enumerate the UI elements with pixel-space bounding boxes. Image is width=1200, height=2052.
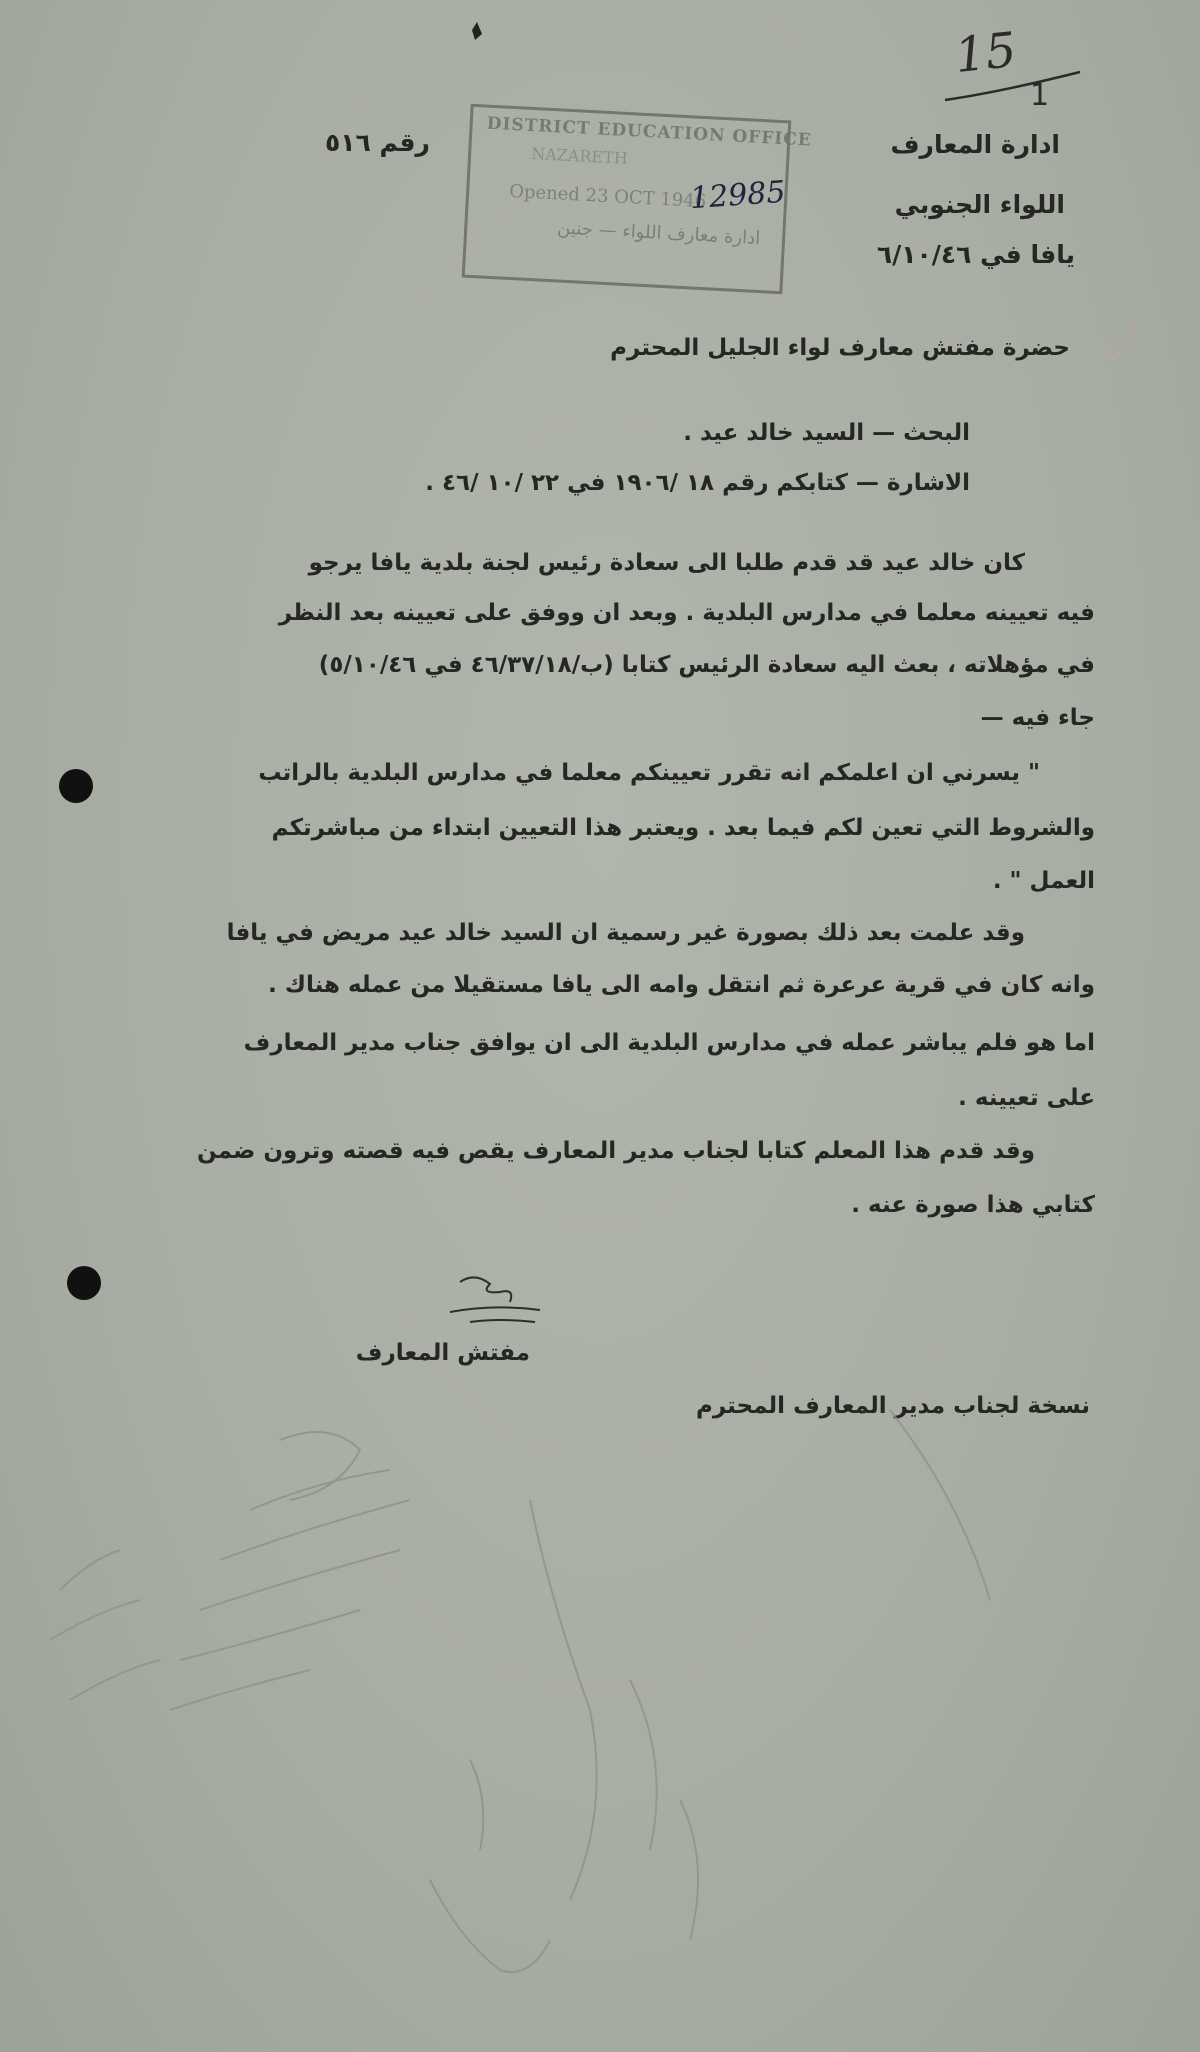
body-line-12: وقد قدم هذا المعلم كتابا لجناب مدير المعارف يقص فيه قصته وترون ضمن [197,1138,1035,1164]
stamp-line-4: ادارة معارف اللواء — جنين [556,217,761,250]
punch-hole-top [59,769,93,803]
pencil-marginal-notes [30,1380,1130,2030]
folio-sub-number: 1 [1030,78,1050,113]
punch-hole-bottom [67,1266,101,1300]
margin-tick-mark [1100,320,1140,370]
body-line-11: على تعيينه . [958,1085,1095,1111]
stamp-line-1: DISTRICT EDUCATION OFFICE [486,113,813,151]
body-line-10: اما هو فلم يباشر عمله في مدارس البلدية الى ان يوافق جناب مدير المعارف [243,1030,1095,1056]
header-ref-number: رقم ٥١٦ [325,128,430,157]
registry-number: 12985 [688,174,787,217]
addressee: حضرة مفتش معارف لواء الجليل المحترم [610,335,1070,361]
ink-mark-top [470,22,484,42]
subject-line: البحث — السيد خالد عيد . [683,420,970,446]
body-line-2: فيه تعيينه معلما في مدارس البلدية . وبعد ان ووفق على تعيينه بعد النظر [278,600,1095,626]
body-line-6: والشروط التي تعين لكم فيما بعد . ويعتبر هذا التعيين ابتداء من مباشرتكم [271,815,1095,841]
stamp-line-3: Opened 23 OCT 1946 [508,180,707,213]
reference-line: الاشارة — كتابكم رقم ١٨ /١٩٠٦ في ٢٢ /١٠ /٤٦ . [425,470,970,496]
body-line-7: العمل " . [992,868,1095,894]
signature-scribble [440,1270,550,1330]
header-district: اللواء الجنوبي [894,190,1065,219]
stamp-line-2: NAZARETH [530,143,629,168]
body-line-5: " يسرني ان اعلمكم انه تقرر تعيينكم معلما في مدارس البلدية بالراتب [258,760,1040,786]
folio-number: 15 [952,21,1019,85]
folio-underline [940,60,1090,110]
header-office: ادارة المعارف [890,130,1060,159]
body-line-1: كان خالد عيد قد قدم طلبا الى سعادة رئيس لجنة بلدية يافا يرجو [308,550,1025,576]
body-line-9: وانه كان في قرية عرعرة ثم انتقل وامه الى يافا مستقيلا من عمله هناك . [268,972,1095,998]
body-line-8: وقد علمت بعد ذلك بصورة غير رسمية ان السيد خالد عيد مريض في يافا [226,920,1025,946]
body-line-13: كتابي هذا صورة عنه . [851,1192,1095,1218]
header-place-date: يافا في ٦/١٠/٤٦ [876,240,1075,269]
copy-to-line: نسخة لجناب مدير المعارف المحترم [696,1393,1090,1419]
body-line-4: جاء فيه — [980,705,1095,731]
body-line-3: في مؤهلاته ، بعث اليه سعادة الرئيس كتابا (ب/٤٦/٣٧/١٨ في ٥/١٠/٤٦) [318,652,1095,678]
signature-title: مفتش المعارف [355,1340,530,1366]
